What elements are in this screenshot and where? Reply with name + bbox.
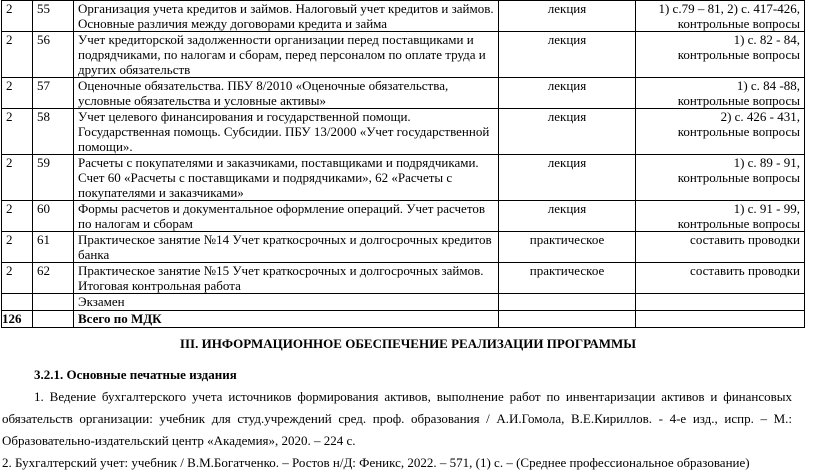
topic-cell: Формы расчетов и документальное оформление операций. Учет расчетов по налогам и сборам [74,201,499,232]
sources-line-2: контрольные вопросы [677,216,800,231]
subsection-title: 3.2.1. Основные печатные издания [34,367,237,382]
topic-cell: Учет целевого финансирования и государственной помощи. Государственная помощь. Субсидии. ПБУ 13/2000 «Учет государственной помощи». [74,109,499,155]
lesson-number-cell: 58 [33,109,74,155]
sources-line-1: 1) с. 84 -88, [736,78,800,93]
total-hours-cell: 126 [2,311,33,328]
lesson-type-cell: лекция [499,155,636,201]
hours-cell: 2 [2,155,33,201]
lesson-type-cell: практическое [499,232,636,263]
lesson-type-cell: лекция [499,201,636,232]
reference-item-2: 2. Бухгалтерский учет: учебник / В.М.Богатченко. – Ростов н/Д: Феникс, 2022. – 571, (1) с. – (Среднее профессиональное образование) [2,455,750,470]
sources-cell [636,78,805,109]
topic-cell: Организация учета кредитов и займов. Налоговый учет кредитов и займов. Основные различия между договорами кредита и займа [74,1,499,32]
hours-cell: 2 [2,201,33,232]
sources-cell [636,311,805,328]
sources-line-2: контрольные вопросы [677,47,800,62]
lesson-number-cell: 59 [33,155,74,201]
sources-line-2: контрольные вопросы [677,16,800,31]
topic-cell: Практическое занятие №14 Учет краткосрочных и долгосрочных кредитов банка [74,232,499,263]
lesson-type-cell [499,311,636,328]
hours-cell [2,294,33,311]
sources-line-1: 2) с. 426 - 431, [720,109,800,124]
lesson-type-cell: практическое [499,263,636,294]
lesson-number-cell [33,311,74,328]
sources-cell [636,201,805,232]
sources-line-2: контрольные вопросы [677,124,800,139]
table-row [2,155,805,201]
table-row [2,78,805,109]
lesson-type-cell: лекция [499,1,636,32]
sources-line-1: 1) с. 91 - 99, [733,201,800,216]
sources-cell [636,294,805,311]
lesson-type-cell: лекция [499,109,636,155]
lesson-type-cell: лекция [499,78,636,109]
hours-cell: 2 [2,232,33,263]
lesson-number-cell: 60 [33,201,74,232]
hours-cell: 2 [2,32,33,78]
topic-cell: Практическое занятие №15 Учет краткосрочных и долгосрочных займов. Итоговая контрольная работа [74,263,499,294]
sources-line-1: 1) с. 82 - 84, [733,32,800,47]
sources-line-1: составить проводки [690,263,800,278]
hours-cell: 2 [2,263,33,294]
study-plan-body [2,1,805,328]
topic-cell: Учет кредиторской задолженности организации перед поставщиками и подрядчиками, по налогам и сборам, перед персоналом по оплате труда и других обязательств [74,32,499,78]
sources-line-2: контрольные вопросы [677,93,800,108]
lesson-number-cell [33,294,74,311]
sources-cell [636,263,805,294]
study-plan-table [1,0,805,328]
hours-cell: 2 [2,109,33,155]
table-row [2,232,805,263]
sources-line-1: 1) с.79 – 81, 2) с. 417-426, [658,1,800,16]
sources-line-1: составить проводки [690,232,800,247]
topic-cell: Оценочные обязательства. ПБУ 8/2010 «Оценочные обязательства, условные обязательства и условные активы» [74,78,499,109]
sources-cell [636,32,805,78]
table-row [2,109,805,155]
sources-cell [636,232,805,263]
hours-cell: 2 [2,78,33,109]
table-row [2,32,805,78]
table-row-exam [2,294,805,311]
table-row-total [2,311,805,328]
lesson-number-cell: 55 [33,1,74,32]
table-row [2,1,805,32]
lesson-number-cell: 57 [33,78,74,109]
exam-cell: Экзамен [74,294,499,311]
table-row [2,263,805,294]
hours-cell: 2 [2,1,33,32]
lesson-type-cell: лекция [499,32,636,78]
sources-cell [636,109,805,155]
lesson-number-cell: 56 [33,32,74,78]
sources-line-2: контрольные вопросы [677,170,800,185]
lesson-number-cell: 62 [33,263,74,294]
lesson-number-cell: 61 [33,232,74,263]
sources-cell [636,1,805,32]
sources-line-1: 1) с. 89 - 91, [733,155,800,170]
section-title: III. ИНФОРМАЦИОННОЕ ОБЕСПЕЧЕНИЕ РЕАЛИЗАЦИИ ПРОГРАММЫ [179,336,637,351]
sources-cell [636,155,805,201]
lesson-type-cell [499,294,636,311]
reference-item-1: 1. Ведение бухгалтерского учета источников формирования активов, выполнение работ по инвентаризации активов и финансовых обязательств организации: учебник для студ.учреждений сред. проф. образования / А.И.Гомола, В.Е.Кириллов. - 4-е изд., испр. – М.: Образовательно-издательский центр «Академия», 2020. – 224 с. [2,389,792,448]
topic-cell: Расчеты с покупателями и заказчиками, поставщиками и подрядчиками. Счет 60 «Расчеты с поставщиками и подрядчиками», 62 «Расчеты с покупателями и заказчиками» [74,155,499,201]
total-label-cell: Всего по МДК [74,311,499,328]
table-row [2,201,805,232]
